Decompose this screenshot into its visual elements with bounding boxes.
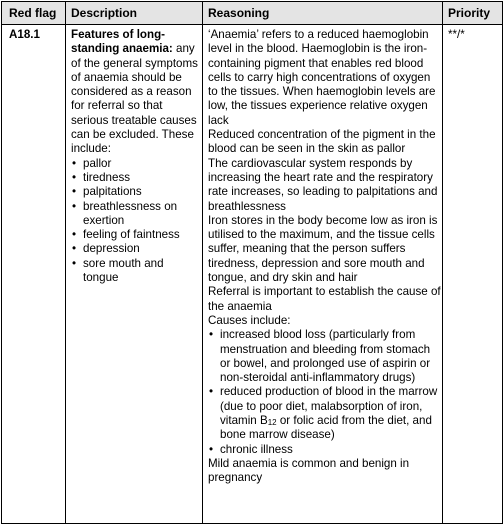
causes-list [208,328,442,457]
cause-text: or folic acid from the diet, and bone marrow disease) [220,414,432,442]
column-divider [442,2,443,523]
reasoning-paragraph: ‘Anaemia’ refers to a reduced haemoglobin level in the blood. Haemoglobin is the iron-containing pigment that enables red blood cells to carry high concentrations of oxygen to the tissues. When haemoglobin levels are low, the tissues experience relative oxygen lack [208,28,436,127]
symptom-item: • feeling of faintness [71,228,201,242]
cause-item: • chronic illness [208,443,442,457]
symptom-item: • breathlessness on exertion [71,200,201,229]
reasoning-paragraph: The cardiovascular system responds by increasing the heart rate and the respiratory rate increases, so leading to palpitations and breathlessness [208,156,438,213]
symptom-item: • depression [71,242,201,256]
header-priority: Priority [448,6,491,20]
reasoning-paragraph: Reduced concentration of the pigment in the blood can be seen in the skin as pallor [208,128,436,156]
header-red-flag: Red flag [9,6,57,20]
column-divider [202,2,203,523]
symptom-list [71,157,201,286]
header-reasoning: Reasoning [208,6,270,20]
priority-value: **/* [448,28,465,41]
reasoning-paragraph: Referral is important to establish the cause of the anaemia [208,285,441,313]
column-divider [65,2,66,523]
vitamin-subscript: 12 [267,418,277,428]
description-cell [71,28,201,285]
description-text: any of the general symptoms of anaemia should be considered as a reason for referral so that serious treatable causes can be excluded. These include: [71,42,198,156]
header-description: Description [71,6,138,20]
red-flag-code: A18.1 [9,28,40,41]
reasoning-paragraph: Iron stores in the body become low as iron is utilised to the maximum, and the tissue cells suffer, meaning that the person suffers tiredness, depression and sore mouth and tongue, and dry skin and hair [208,213,438,285]
symptom-item: • tiredness [71,171,201,185]
reasoning-paragraph: Mild anaemia is common and benign in pregnancy [208,456,410,485]
cause-item: • increased blood loss (particularly from menstruation and bleeding from stomach or bowel, and prolonged use of aspirin or non-steroidal anti-inflammatory drugs) [208,328,442,385]
cause-item [208,385,442,442]
red-flag-table [1,1,503,524]
symptom-item: • palpitations [71,185,201,199]
cause-text: reduced production of blood in the marrow (due to poor diet, malabsorption of iron, vitamin B [220,385,438,428]
symptom-item: • pallor [71,157,201,171]
description-title: Features of long-standing anaemia: [71,28,173,56]
description-paragraph [71,28,201,157]
reasoning-cell [208,28,442,486]
symptom-item: • sore mouth and tongue [71,257,201,286]
table-header-row [2,2,502,25]
causes-intro: Causes include: [208,313,291,327]
